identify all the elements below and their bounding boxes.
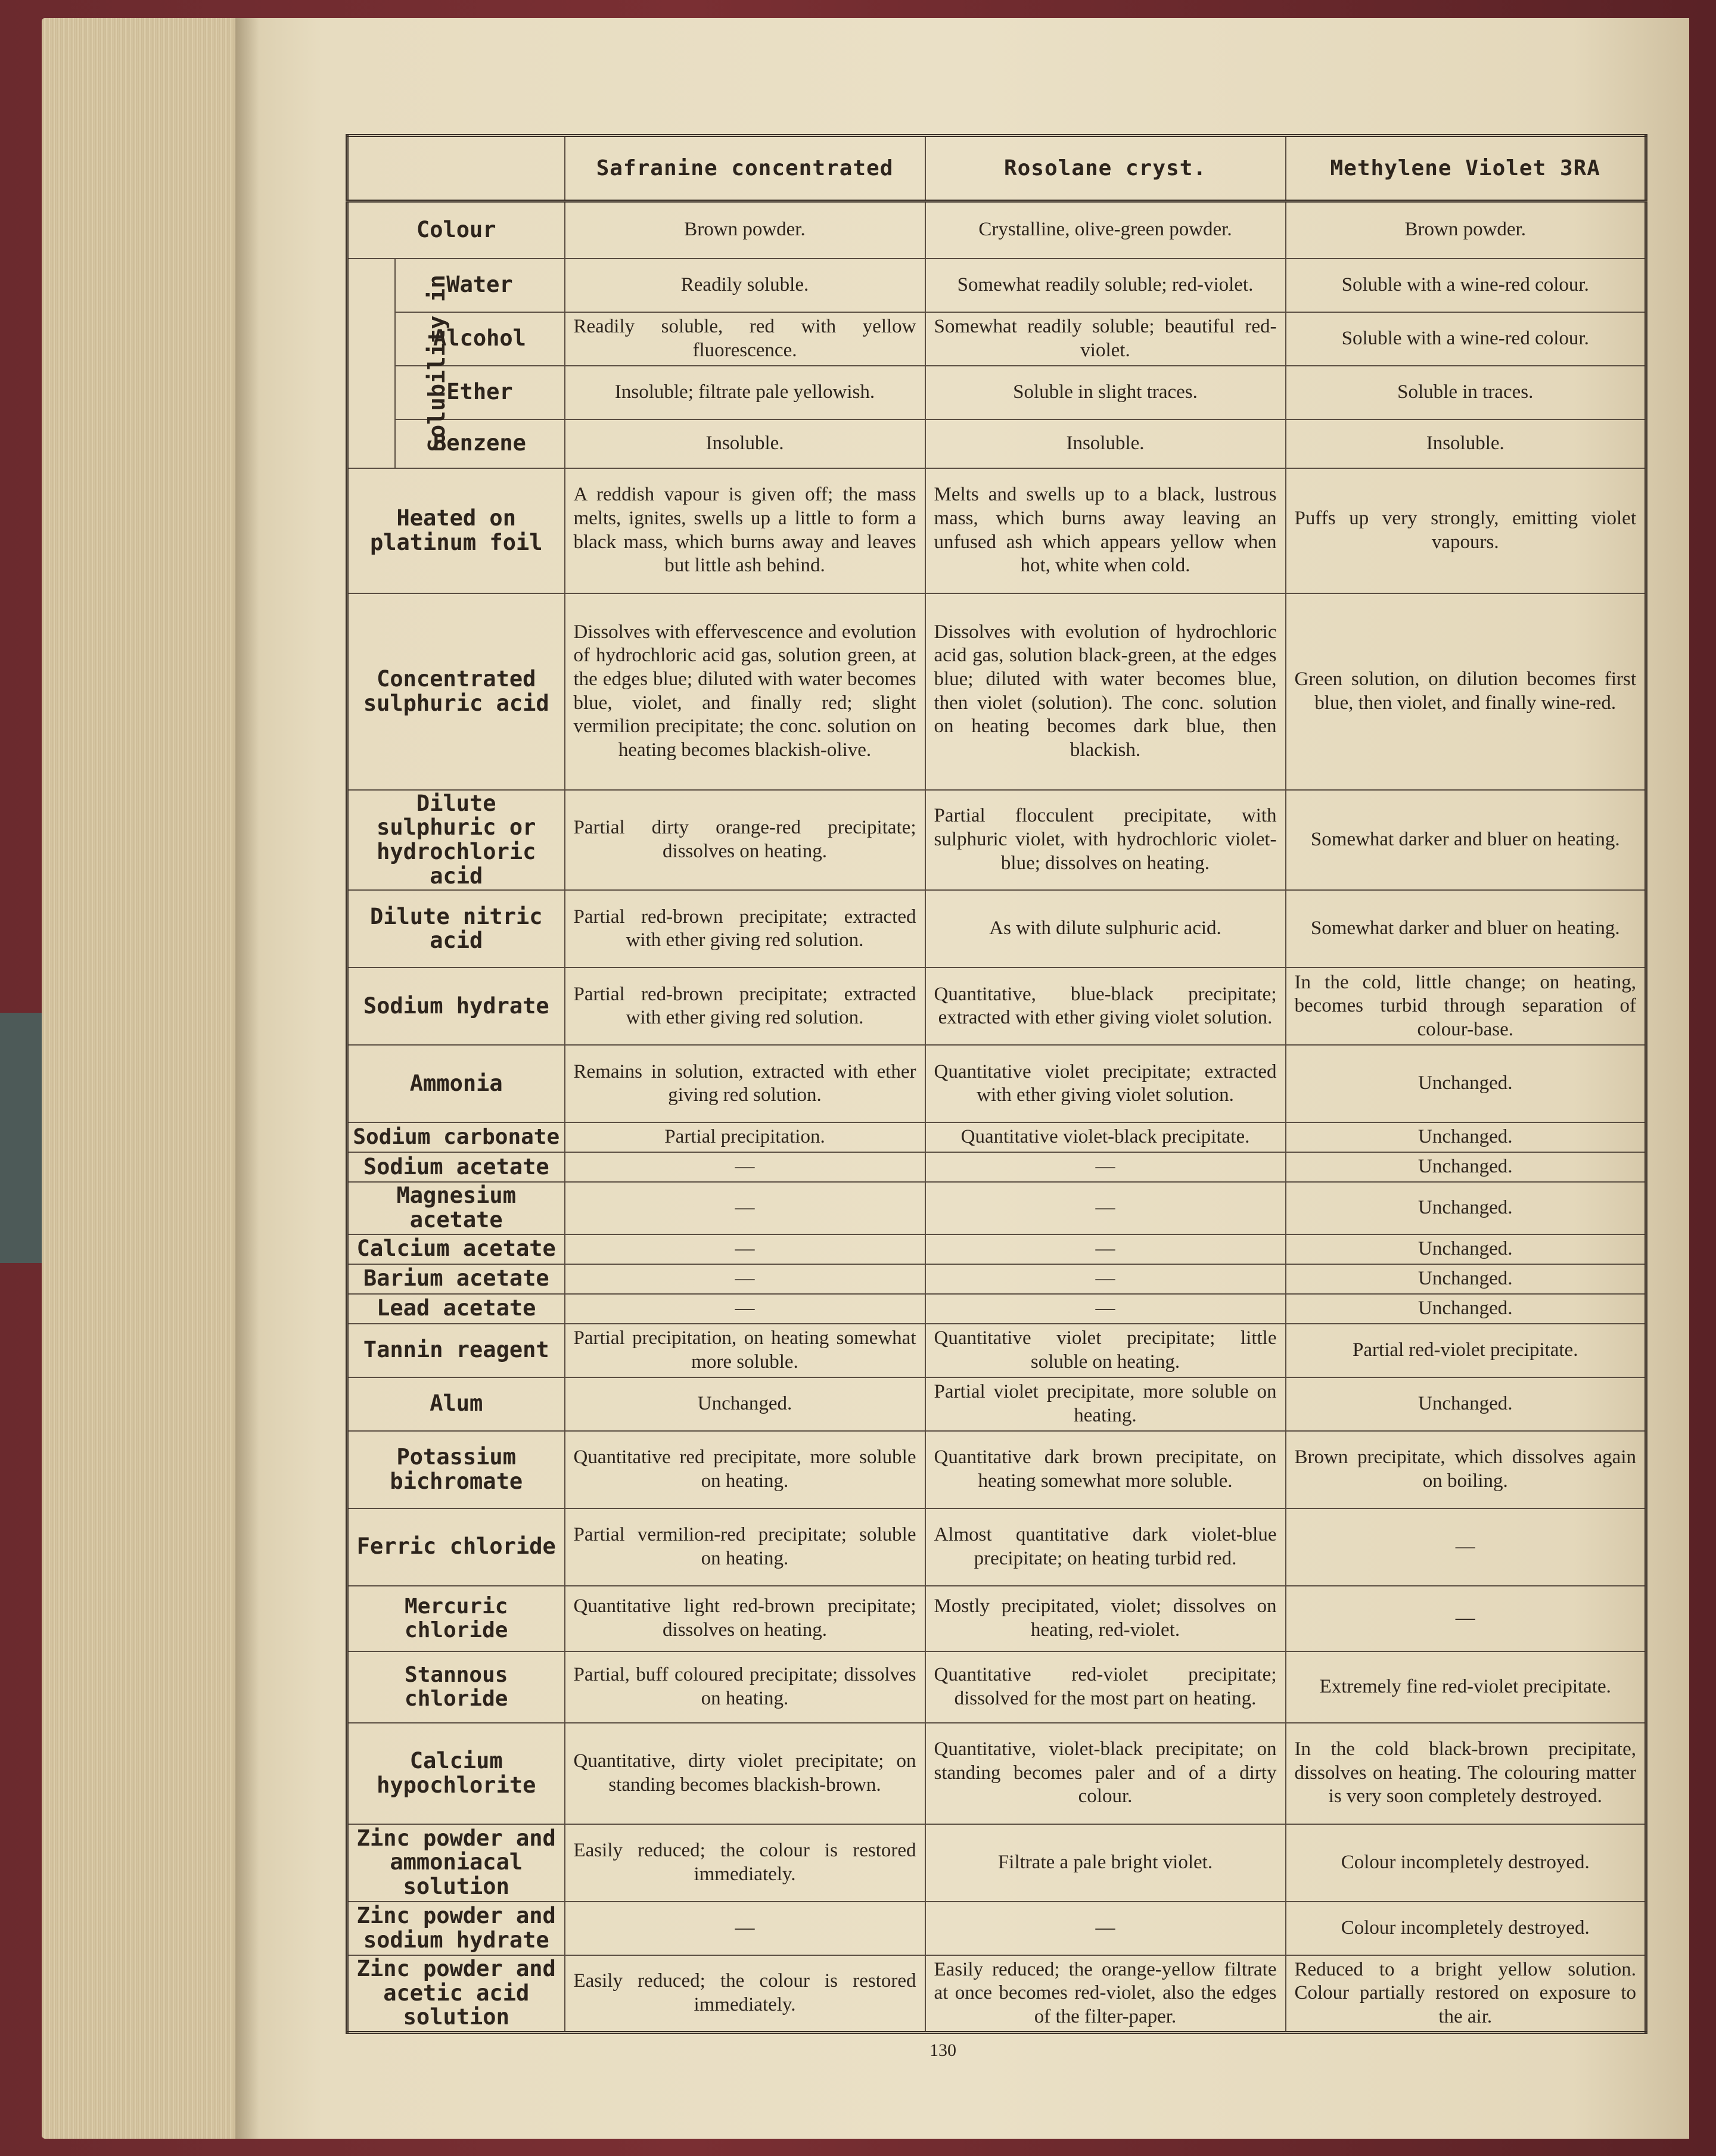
row-label: Zinc powder and acetic acid solution [347,1955,565,2033]
table-cell: Quantitative violet precipitate; extracted with ether giving violet solution. [925,1045,1286,1122]
table-cell: Insoluble; filtrate pale yellowish. [565,366,925,419]
row-label: Concentrated sulphuric acid [347,593,565,790]
column-header: Methylene Violet 3RA [1286,136,1646,201]
table-cell: Quantitative, dirty violet precipitate; on standing becomes blackish-brown. [565,1723,925,1824]
table-cell: Unchanged. [1286,1294,1646,1324]
table-cell: Readily soluble, red with yellow fluorescence. [565,312,925,366]
row-label: Sodium hydrate [347,967,565,1045]
table-cell: Quantitative red-violet precipitate; dissolved for the most part on heating. [925,1651,1286,1723]
table-cell: Readily soluble. [565,259,925,312]
table-cell: Quantitative, blue-black precipitate; extracted with ether giving violet solution. [925,967,1286,1045]
table-cell: Quantitative violet precipitate; little soluble on heating. [925,1324,1286,1377]
table-cell: Colour incompletely destroyed. [1286,1902,1646,1955]
table-row [347,1723,1646,1824]
table-cell: Partial red-violet precipitate. [1286,1324,1646,1377]
column-header: Safranine concentrated [565,136,925,201]
table-cell: Partial precipitation. [565,1122,925,1152]
page-edges [42,18,244,2139]
table-row [347,1122,1646,1152]
table-cell: Somewhat darker and bluer on heating. [1286,890,1646,967]
table-row [347,1377,1646,1431]
table-cell: — [565,1264,925,1294]
row-label: Heated on platinum foil [347,468,565,593]
table-row [347,366,1646,419]
page-number: 130 [930,2040,956,2060]
table-cell: Filtrate a pale bright violet. [925,1824,1286,1902]
table-cell: Partial precipitation, on heating somewhat more soluble. [565,1324,925,1377]
table-cell: Brown powder. [1286,201,1646,259]
table-row [347,312,1646,366]
row-label: Benzene [395,419,565,468]
row-label: Ferric chloride [347,1508,565,1586]
table-cell: Unchanged. [565,1377,925,1431]
table-row [347,1955,1646,2033]
table-cell: — [565,1294,925,1324]
table-cell: Unchanged. [1286,1234,1646,1264]
table-row [347,890,1646,967]
table-cell: Quantitative violet-black precipitate. [925,1122,1286,1152]
table-cell: — [925,1264,1286,1294]
table-cell: Unchanged. [1286,1152,1646,1182]
table-cell: — [565,1234,925,1264]
table-row [347,1264,1646,1294]
table-cell: As with dilute sulphuric acid. [925,890,1286,967]
table-row [347,1045,1646,1122]
row-label: Colour [347,201,565,259]
table-row [347,1508,1646,1586]
table-row [347,1431,1646,1508]
row-label: Sodium acetate [347,1152,565,1182]
table-row [347,1586,1646,1651]
dye-reactions-table [346,134,1647,2034]
table-row [347,1651,1646,1723]
table-row [347,967,1646,1045]
table-cell: Colour incompletely destroyed. [1286,1824,1646,1902]
table-cell: — [925,1182,1286,1234]
table-row [347,201,1646,259]
column-header: Rosolane cryst. [925,136,1286,201]
table-row [347,1324,1646,1377]
table-cell: Partial, buff coloured precipitate; dissolves on heating. [565,1651,925,1723]
row-label: Alum [347,1377,565,1431]
table-cell: Soluble in traces. [1286,366,1646,419]
table-cell: Partial violet precipitate, more soluble on heating. [925,1377,1286,1431]
table-cell: Soluble with a wine-red colour. [1286,259,1646,312]
row-label: Ether [395,366,565,419]
table-cell: Easily reduced; the orange-yellow filtrate at once becomes red-violet, also the edges of the filter-paper. [925,1955,1286,2033]
table-row [347,790,1646,891]
table-cell: Reduced to a bright yellow solution. Colour partially restored on exposure to the air. [1286,1955,1646,2033]
table-cell: A reddish vapour is given off; the mass melts, ignites, swells up a little to form a black mass, which burns away and leaves but little ash behind. [565,468,925,593]
table-cell: Soluble with a wine-red colour. [1286,312,1646,366]
table-cell: In the cold, little change; on heating, becomes turbid through separation of colour-base. [1286,967,1646,1045]
table-row [347,1824,1646,1902]
table-cell: Easily reduced; the colour is restored immediately. [565,1824,925,1902]
table-cell: Partial dirty orange-red precipitate; dissolves on heating. [565,790,925,891]
table-cell: Partial red-brown precipitate; extracted with ether giving red solution. [565,890,925,967]
page-gutter [235,18,259,2139]
row-label: Magnesium acetate [347,1182,565,1234]
table-cell: Somewhat readily soluble; red-violet. [925,259,1286,312]
table-cell: — [925,1902,1286,1955]
table-cell: Partial red-brown precipitate; extracted with ether giving red solution. [565,967,925,1045]
table-cell: Remains in solution, extracted with ether giving red solution. [565,1045,925,1122]
table-row [347,1152,1646,1182]
table-cell: Melts and swells up to a black, lustrous mass, which burns away leaving an unfused ash which appears yellow when hot, white when cold. [925,468,1286,593]
table-cell: Quantitative light red-brown precipitate; dissolves on heating. [565,1586,925,1651]
table-cell: Unchanged. [1286,1377,1646,1431]
row-label: Dilute nitric acid [347,890,565,967]
table-row [347,1234,1646,1264]
table-cell: Green solution, on dilution becomes first blue, then violet, and finally wine-red. [1286,593,1646,790]
table-cell: — [925,1234,1286,1264]
row-label: Zinc powder and ammoniacal solution [347,1824,565,1902]
table-cell: Quantitative red precipitate, more soluble on heating. [565,1431,925,1508]
table-cell: Insoluble. [925,419,1286,468]
table-cell: Almost quantitative dark violet-blue precipitate; on heating turbid red. [925,1508,1286,1586]
table-row [347,468,1646,593]
reactions-table-wrapper [346,134,1644,2030]
table-cell: Extremely fine red-violet precipitate. [1286,1651,1646,1723]
row-label: Sodium carbonate [347,1122,565,1152]
row-label: Zinc powder and sodium hydrate [347,1902,565,1955]
table-cell: Unchanged. [1286,1264,1646,1294]
table-cell: Partial flocculent precipitate, with sulphuric violet, with hydrochloric violet-blue; dissolves on heating. [925,790,1286,891]
table-cell: Easily reduced; the colour is restored immediately. [565,1955,925,2033]
table-cell: Unchanged. [1286,1182,1646,1234]
table-cell: — [565,1902,925,1955]
row-label: Dilute sulphuric or hydrochloric acid [347,790,565,891]
table-row [347,259,1646,312]
row-label: Calcium hypochlorite [347,1723,565,1824]
row-label: Lead acetate [347,1294,565,1324]
header-row [347,136,1646,201]
row-label: Barium acetate [347,1264,565,1294]
table-cell: — [1286,1586,1646,1651]
table-cell: Unchanged. [1286,1122,1646,1152]
row-label: Ammonia [347,1045,565,1122]
solubility-group-label [347,259,450,468]
table-row [347,1902,1646,1955]
row-label: Tannin reagent [347,1324,565,1377]
table-cell: Dissolves with effervescence and evolution of hydrochloric acid gas, solution green, at the edges blue; diluted with water becomes blue, violet, and finally red; slight vermilion precipitate; the conc. solution on heating becomes blackish-olive. [565,593,925,790]
table-cell: — [565,1152,925,1182]
table-cell: Mostly precipitated, violet; dissolves on heating, red-violet. [925,1586,1286,1651]
row-label: Alcohol [395,312,565,366]
table-cell: Brown powder. [565,201,925,259]
table-row [347,419,1646,468]
table-cell: — [925,1294,1286,1324]
table-cell: Somewhat darker and bluer on heating. [1286,790,1646,891]
table-cell: Insoluble. [1286,419,1646,468]
row-label: Calcium acetate [347,1234,565,1264]
table-cell: Dissolves with evolution of hydrochloric acid gas, solution black-green, at the edges blue; diluted with water becomes blue, then violet (solution). The conc. solution on heating becomes dark blue, then blackish. [925,593,1286,790]
table-cell: — [565,1182,925,1234]
row-label: Water [395,259,565,312]
table-cell: Crystalline, olive-green powder. [925,201,1286,259]
corner-cell [347,136,565,201]
table-cell: Quantitative dark brown precipitate, on heating somewhat more soluble. [925,1431,1286,1508]
table-row [347,1294,1646,1324]
table-cell: Puffs up very strongly, emitting violet vapours. [1286,468,1646,593]
table-cell: Somewhat readily soluble; beautiful red-violet. [925,312,1286,366]
table-cell: Brown precipitate, which dissolves again on boiling. [1286,1431,1646,1508]
table-cell: — [925,1152,1286,1182]
row-label: Potassium bichromate [347,1431,565,1508]
table-cell: Insoluble. [565,419,925,468]
table-cell: In the cold black-brown precipitate, dissolves on heating. The colouring matter is very soon completely destroyed. [1286,1723,1646,1824]
table-cell: Unchanged. [1286,1045,1646,1122]
row-label: Mercuric chloride [347,1586,565,1651]
table-cell: Partial vermilion-red precipitate; soluble on heating. [565,1508,925,1586]
table-row [347,593,1646,790]
row-label: Stannous chloride [347,1651,565,1723]
table-row [347,1182,1646,1234]
table-cell: Soluble in slight traces. [925,366,1286,419]
table-cell: Quantitative, violet-black precipitate; on standing becomes paler and of a dirty colour. [925,1723,1286,1824]
table-cell: — [1286,1508,1646,1586]
solubility-label: Solubility in [423,274,450,452]
spine-cloth [0,1013,42,1263]
